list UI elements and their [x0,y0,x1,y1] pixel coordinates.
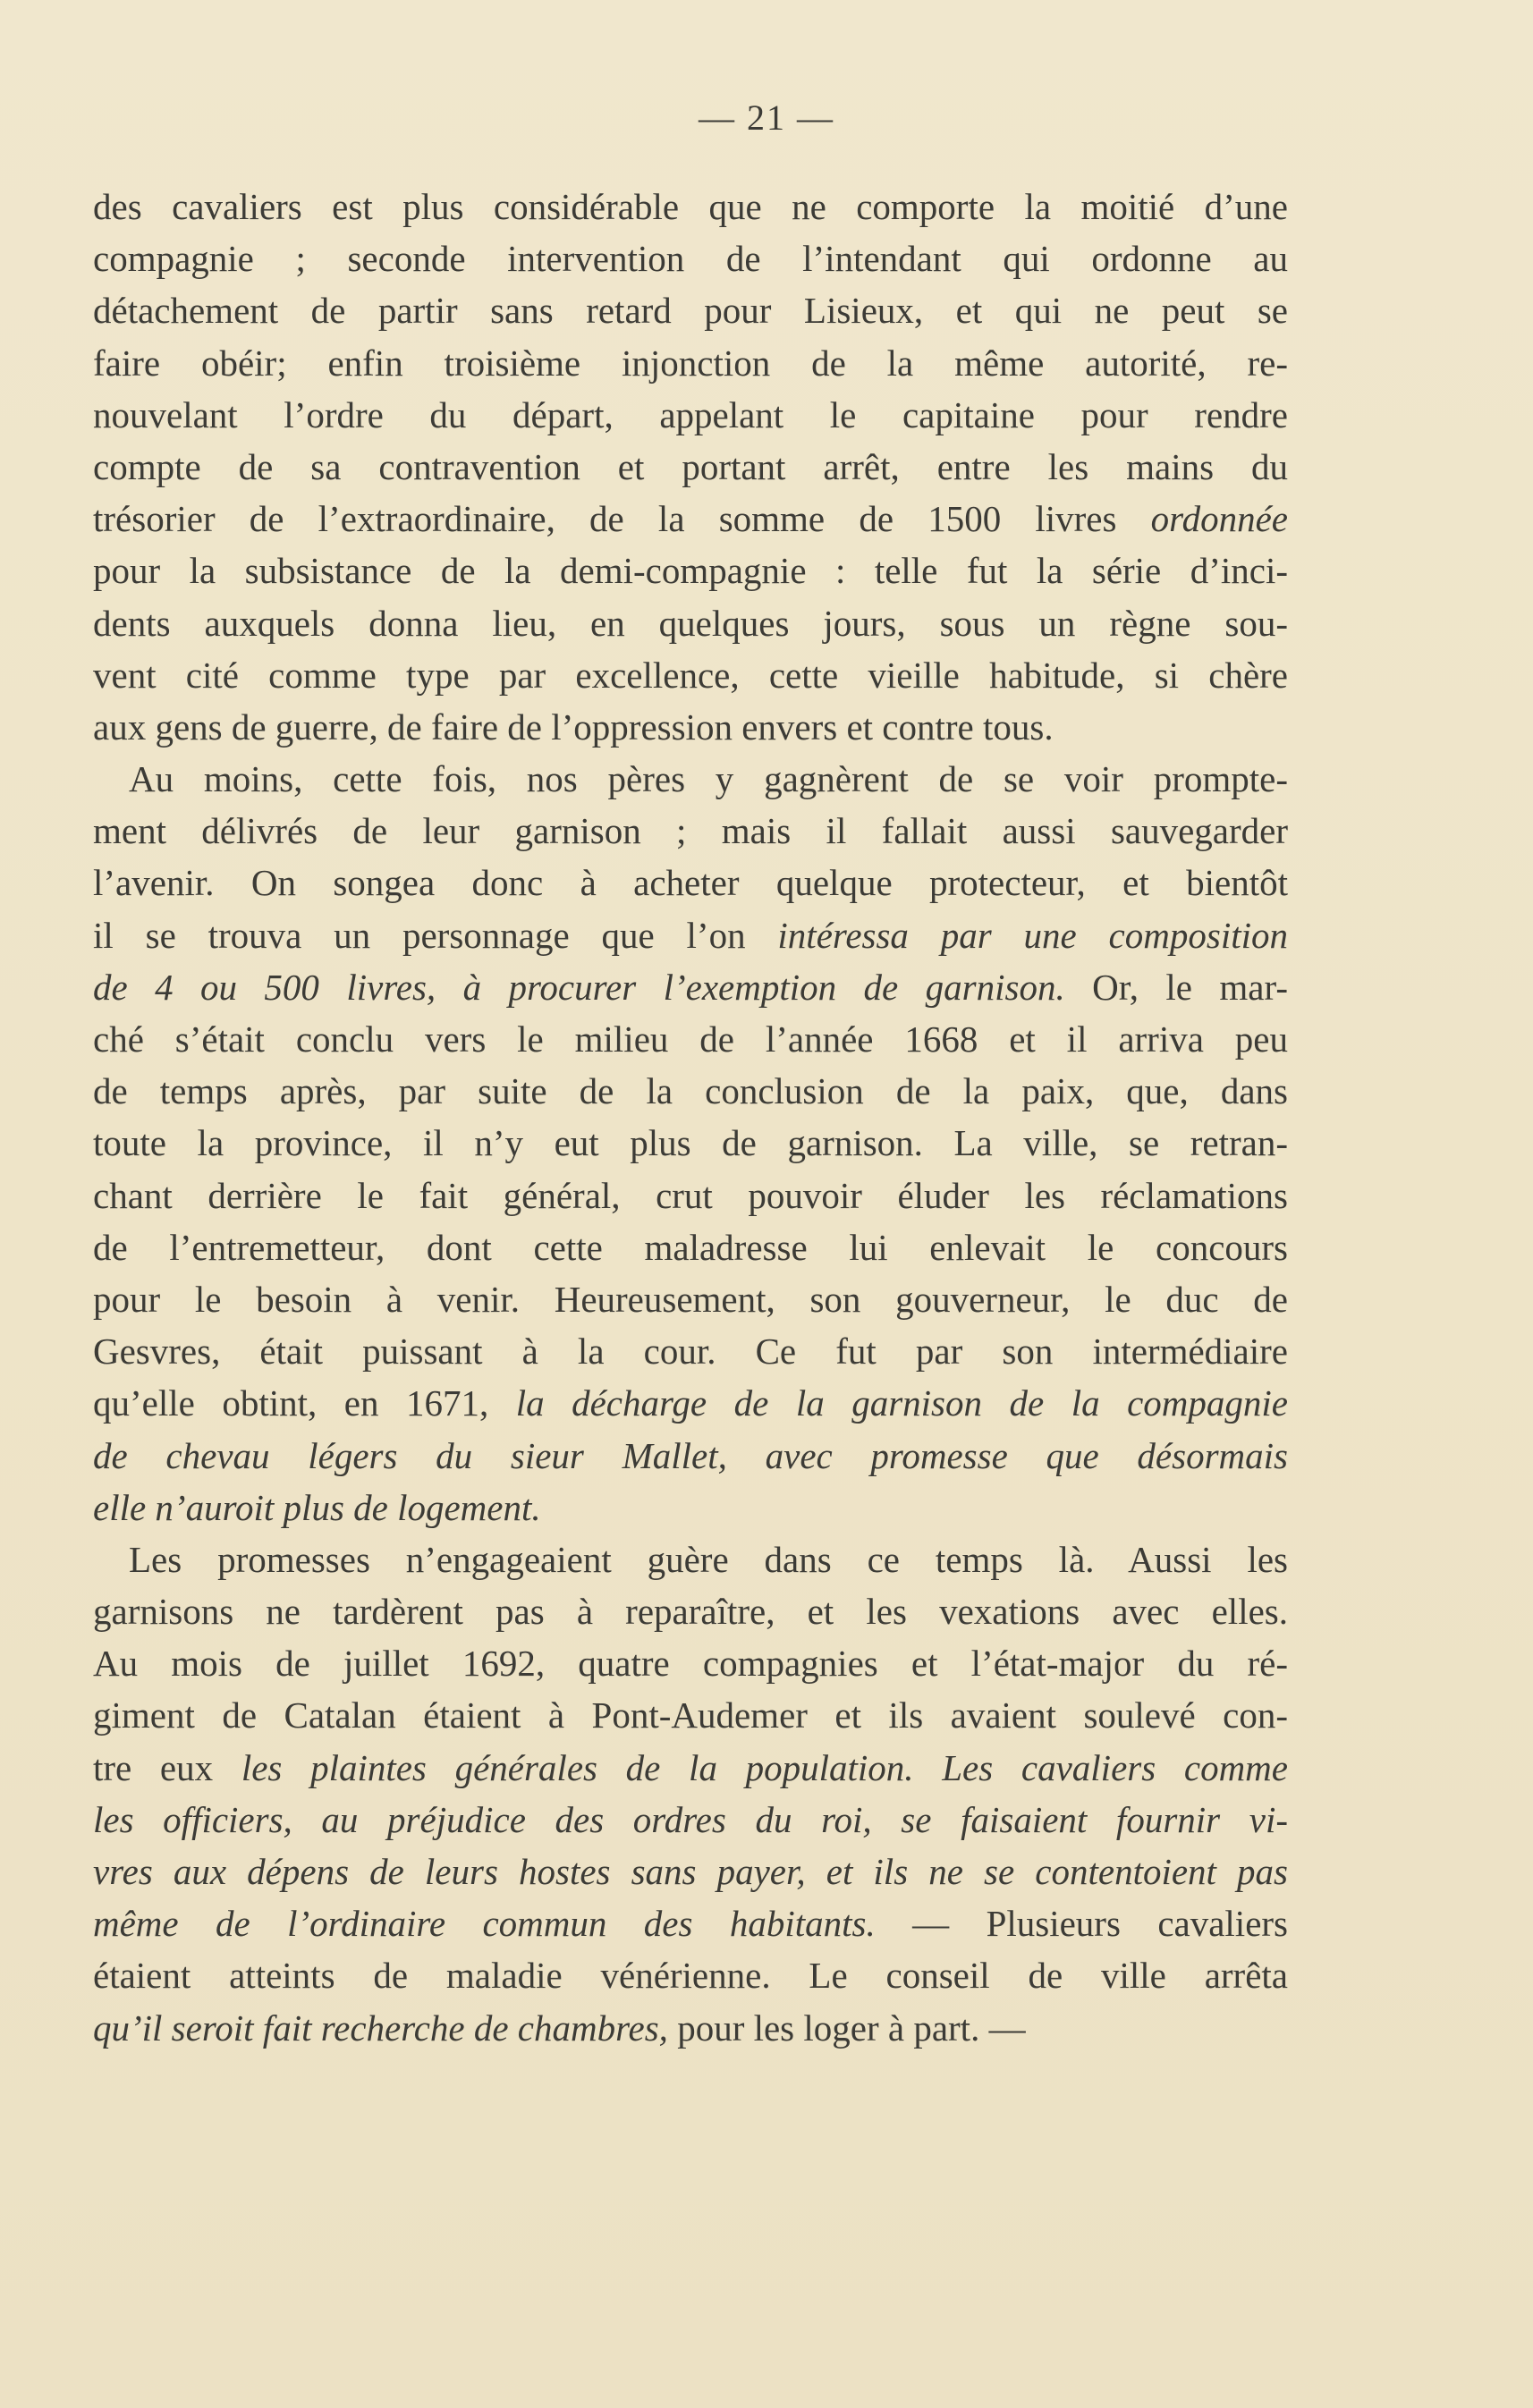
text-run: Or, le mar- [1064,966,1288,1008]
text-run: giment de Catalan étaient à Pont-Audemer et ils avaient soulevé con- [93,1694,1288,1736]
text-line [93,337,1288,389]
text-run: il se trouva un personnage que l’on [93,914,778,956]
text-line [93,597,1288,649]
text-line [93,545,1288,596]
page-number: — 21 — [699,97,834,138]
text-run: pour les loger à part. — [667,2007,1026,2049]
text-run: qu’elle obtint, en 1671, [93,1382,516,1424]
text-line [93,1430,1288,1482]
text-line [93,1637,1288,1689]
italic-quote: les plaintes générales de la population. Les cavaliers comme [241,1746,1288,1788]
text-line [93,1794,1288,1846]
text-line [93,1897,1288,1949]
text-run: de temps après, par suite de la conclusion de la paix, que, dans [93,1070,1288,1112]
text-run: compte de sa contravention et portant arrêt, entre les mains du [93,445,1288,487]
text-run: compagnie ; seconde intervention de l’intendant qui ordonne au [93,238,1288,280]
italic-quote: de chevau légers du sieur Mallet, avec promesse que désormais [93,1434,1288,1476]
text-run: trésorier de l’extraordinaire, de la somme de 1500 livres [93,498,1151,540]
text-line [93,857,1288,908]
text-line [93,1846,1288,1897]
italic-quote: la décharge de la garnison de la compagnie [515,1382,1288,1424]
text-run: ché s’était conclu vers le milieu de l’année 1668 et il arriva peu [93,1018,1288,1060]
text-run: — Plusieurs cavaliers [875,1903,1289,1945]
text-line [93,649,1288,701]
text-line [93,2002,1288,2054]
text-run: détachement de partir sans retard pour Lisieux, et qui ne peut se [93,290,1288,332]
text-line [93,1325,1288,1377]
text-line [93,284,1288,336]
italic-quote: même de l’ordinaire commun des habitants. [93,1903,876,1945]
text-run: Au moins, cette fois, nos pères y gagnèrent de se voir prompte- [129,758,1288,800]
text-line [93,1273,1288,1325]
text-run: de l’entremetteur, dont cette maladresse lui enlevait le concours [93,1226,1288,1268]
text-line [93,181,1288,232]
text-line [93,1949,1288,2001]
text-run: Gesvres, était puissant à la cour. Ce fut par son intermédiaire [93,1331,1288,1373]
text-run: tre eux [93,1746,241,1788]
text-run: aux gens de guerre, de faire de l’oppression envers et contre tous. [93,706,1054,748]
text-run: Au mois de juillet 1692, quatre compagnies et l’état-major du ré- [93,1643,1288,1685]
text-run: étaient atteints de maladie vénérienne. Le conseil de ville arrêta [93,1955,1288,1997]
italic-quote: vres aux dépens de leurs hostes sans payer, et ils ne se contentoient pas [93,1851,1288,1892]
text-run: dents auxquels donna lieu, en quelques jours, sous un règne sou- [93,602,1288,644]
text-line [93,701,1288,753]
italic-quote: intéressa par une composition [777,914,1288,956]
text-line [93,1221,1288,1273]
text-run: des cavaliers est plus considérable que ne comporte la moitié d’une [93,186,1288,227]
text-line [93,1013,1288,1065]
text-line [93,1534,1288,1585]
text-line [93,753,1288,805]
text-line [93,493,1288,545]
italic-quote: les officiers, au préjudice des ordres du roi, se faisaient fournir vi- [93,1798,1288,1840]
italic-quote: de 4 ou 500 livres, à procurer l’exemption de garnison. [93,966,1065,1008]
text-run: l’avenir. On songea donc à acheter quelque protecteur, et bientôt [93,862,1288,904]
italic-quote: qu’il seroit fait recherche de chambres, [93,2007,668,2049]
text-line [93,909,1288,961]
text-line [93,961,1288,1013]
text-line [93,1170,1288,1221]
body-text [93,181,1288,2054]
text-line [93,232,1288,284]
text-run: chant derrière le fait général, crut pouvoir éluder les réclamations [93,1174,1288,1216]
text-run: faire obéir; enfin troisième injonction de la même autorité, re- [93,342,1288,384]
text-line [93,441,1288,493]
text-line [93,1689,1288,1741]
text-run: vent cité comme type par excellence, cette vieille habitude, si chère [93,654,1288,696]
text-run: ment délivrés de leur garnison ; mais il fallait aussi sauvegarder [93,810,1288,852]
text-run: Les promesses n’engageaient guère dans ce temps là. Aussi les [129,1538,1288,1580]
italic-quote: elle n’auroit plus de logement. [93,1486,541,1528]
text-line [93,1117,1288,1169]
italic-quote: ordonnée [1150,498,1288,540]
text-run: nouvelant l’ordre du départ, appelant le capitaine pour rendre [93,393,1288,435]
text-run: toute la province, il n’y eut plus de garnison. La ville, se retran- [93,1122,1288,1164]
text-line [93,1585,1288,1637]
text-line [93,805,1288,857]
text-line [93,1065,1288,1117]
text-line [93,1377,1288,1429]
text-run: pour la subsistance de la demi-compagnie : telle fut la série d’inci- [93,550,1288,592]
text-line [93,389,1288,441]
text-run: pour le besoin à venir. Heureusement, son gouverneur, le duc de [93,1278,1288,1320]
text-line [93,1482,1288,1534]
text-run: garnisons ne tardèrent pas à reparaître, et les vexations avec elles. [93,1591,1288,1633]
text-line [93,1742,1288,1794]
